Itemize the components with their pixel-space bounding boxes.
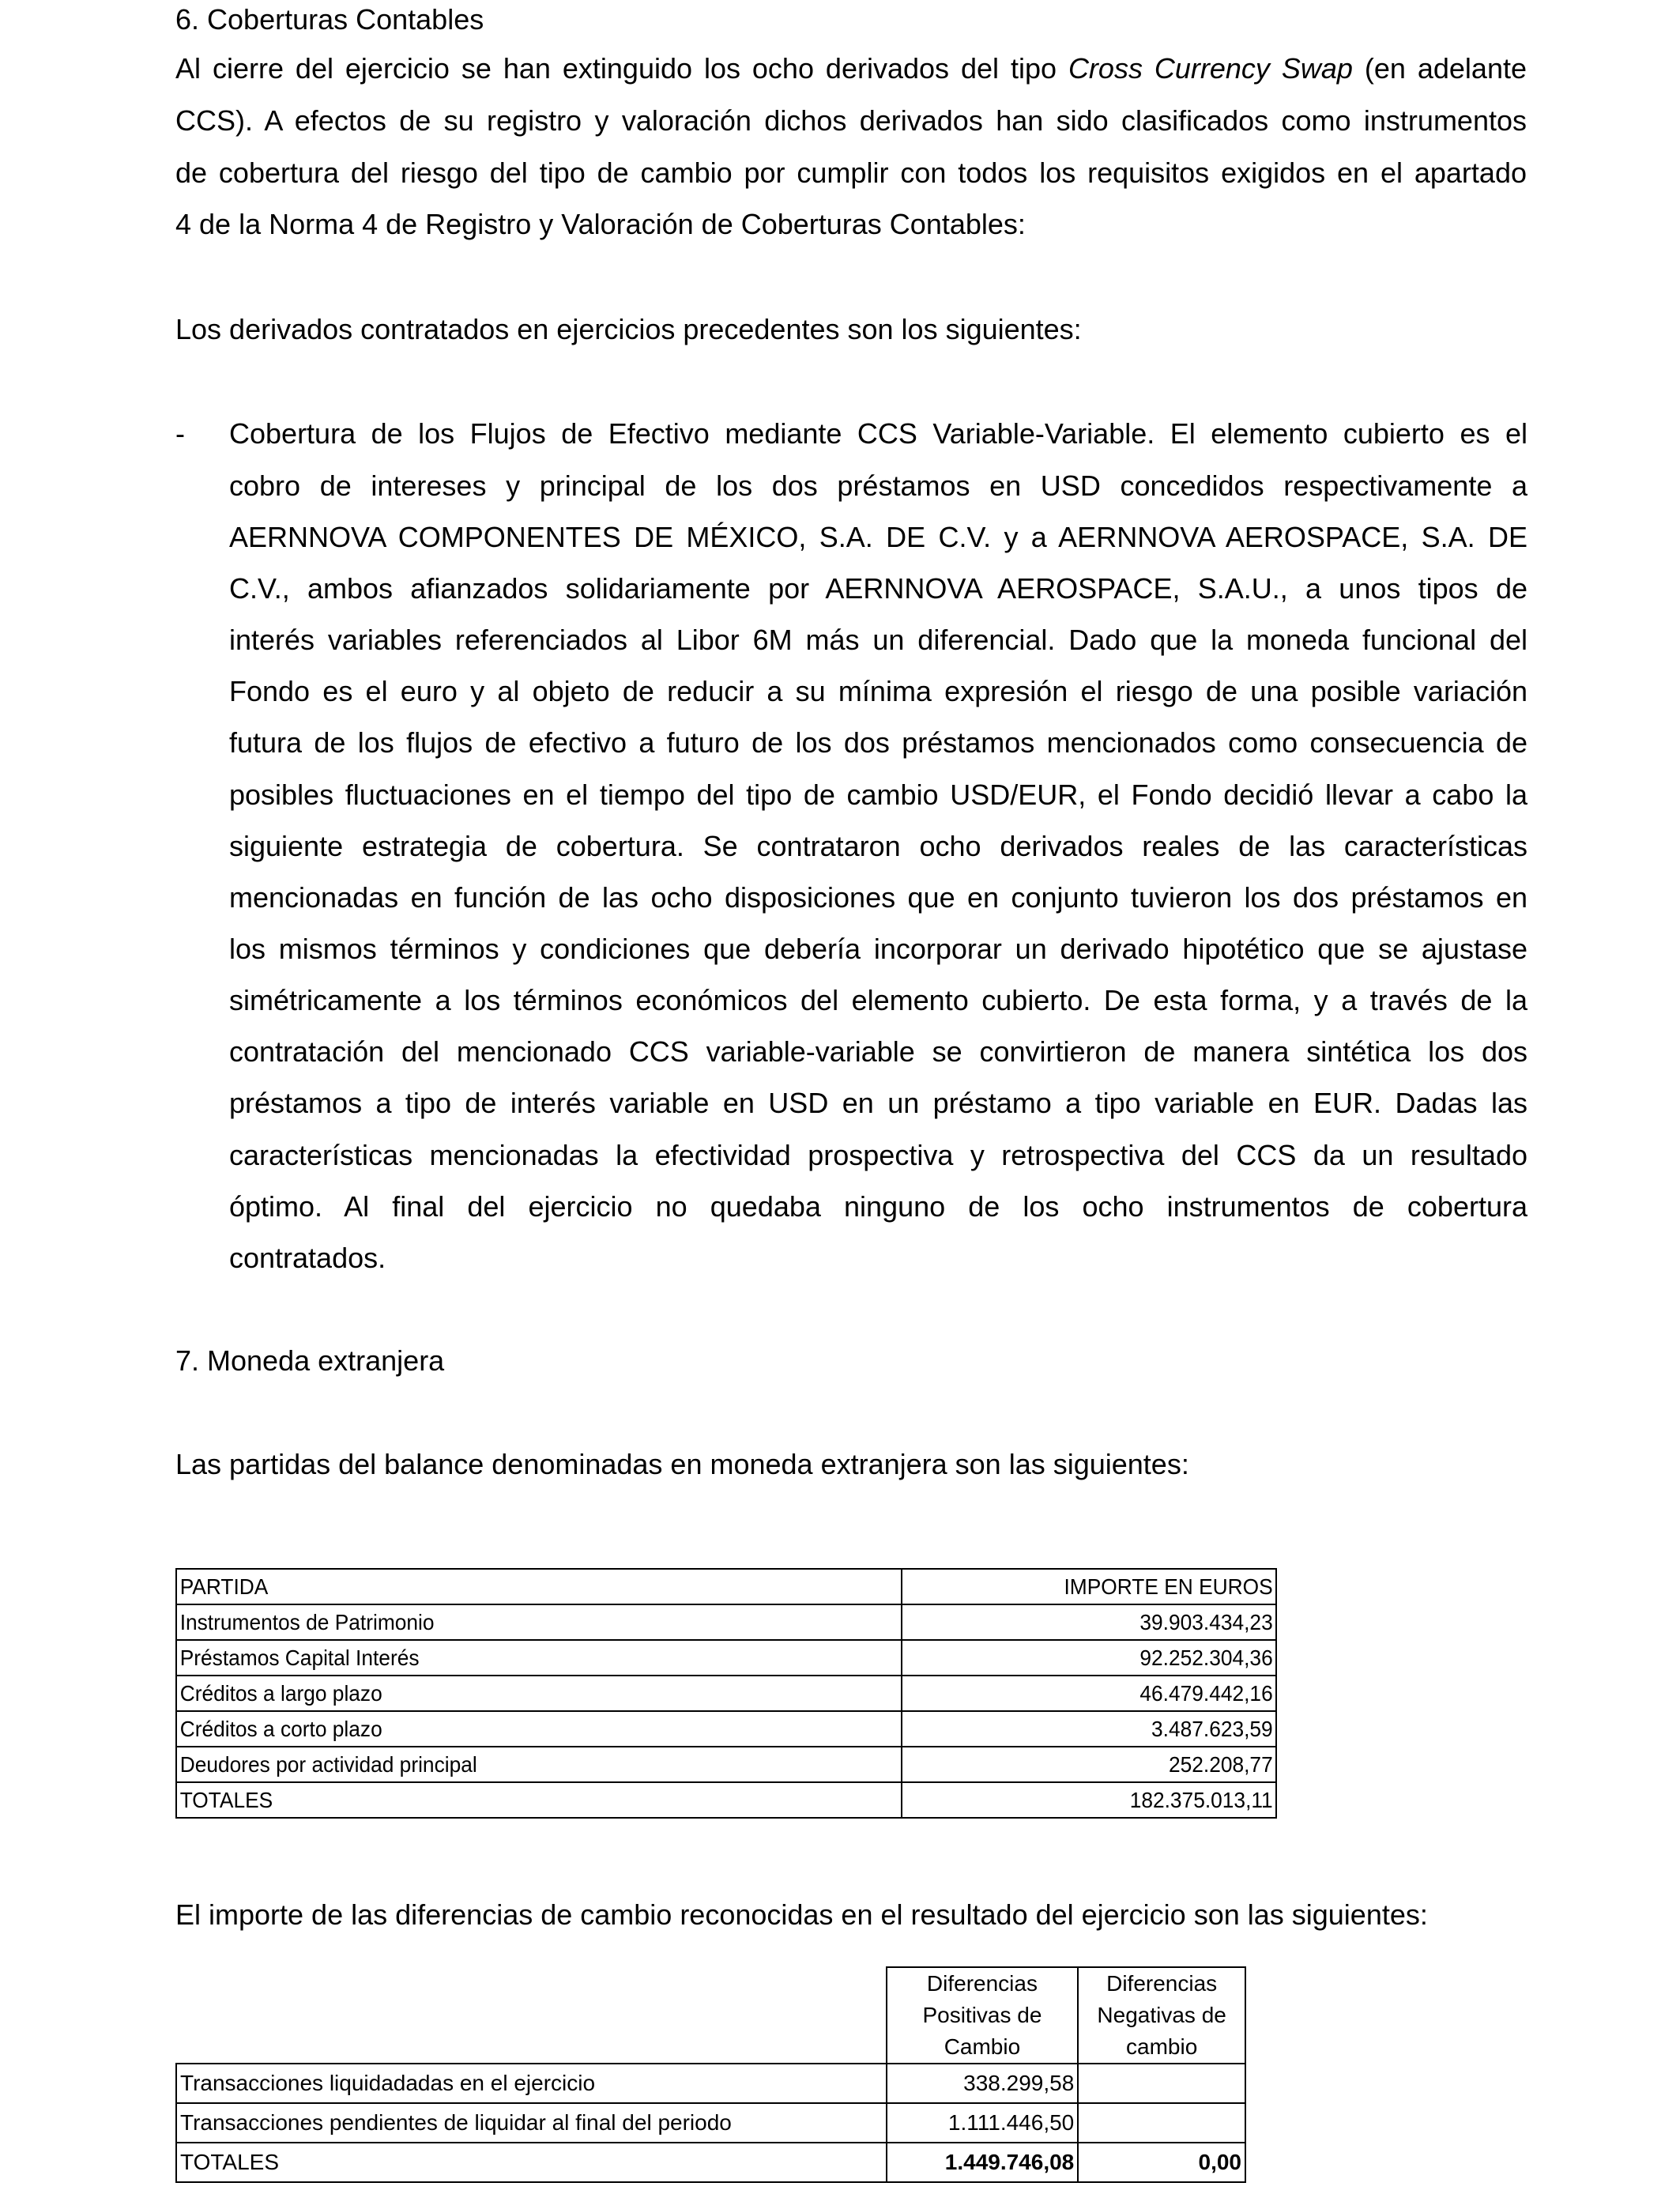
header-line: Diferencias: [926, 1971, 1038, 1996]
table-cell-amount: 252.208,77: [924, 1747, 1276, 1782]
table-cell-amount: 182.375.013,11: [924, 1782, 1276, 1818]
table-cell-amount: 39.903.434,23: [924, 1604, 1276, 1640]
section-6-derivatives-intro: Los derivados contratados en ejercicios precedentes son los siguientes:: [175, 313, 1082, 345]
section-6-title: 6. Coberturas Contables: [175, 3, 484, 36]
bullet-line: C.V., ambos afianzados solidariamente por AERNNOVA AEROSPACE, S.A.U., a unos tipos de: [229, 572, 1527, 605]
section-7-title: 7. Moneda extranjera: [175, 1344, 445, 1377]
bullet-line: simétricamente a los términos económicos del elemento cubierto. De esta forma, y a través de la: [229, 984, 1527, 1016]
table-header-cell: PARTIDA: [176, 1569, 858, 1604]
table-totals-row: [176, 2143, 1245, 2182]
bullet-line: características mencionadas la efectividad prospectiva y retrospectiva del CCS da un resultado: [229, 1139, 1527, 1171]
table-cell-negative: [1078, 2103, 1245, 2143]
negative-differences-header: [1078, 1967, 1245, 2064]
table-row: [176, 1676, 1276, 1711]
header-line: Cambio: [944, 2034, 1021, 2059]
table-cell-label: Créditos a corto plazo: [176, 1711, 858, 1747]
section-6-paragraph-line: de cobertura del riesgo del tipo de cambio por cumplir con todos los requisitos exigidos en el apartado: [175, 156, 1527, 189]
table-cell-label: Créditos a largo plazo: [176, 1676, 858, 1711]
table-row: [176, 1604, 1276, 1640]
bullet-line: óptimo. Al final del ejercicio no quedaba ninguno de los ocho instrumentos de cobertura: [229, 1190, 1527, 1223]
table-row: [176, 1711, 1276, 1747]
bullet-line: cobro de intereses y principal de los dos préstamos en USD concedidos respectivamente a: [229, 469, 1527, 502]
bullet-line: contratados.: [229, 1242, 386, 1274]
bullet-line: los mismos términos y condiciones que debería incorporar un derivado hipotético que se ajustase: [229, 933, 1527, 965]
table-row: [176, 2064, 1245, 2103]
table-cell-positive: 338.299,58: [887, 2064, 1079, 2103]
header-line: cambio: [1126, 2034, 1198, 2059]
bullet-line: mencionadas en función de las ocho disposiciones que en conjunto tuvieron los dos préstamos en: [229, 881, 1527, 914]
table-cell-label: Préstamos Capital Interés: [176, 1640, 858, 1676]
bullet-line: interés variables referenciados al Libor 6M más un diferencial. Dado que la moneda funcional del: [229, 624, 1527, 656]
bullet-line: AERNNOVA COMPONENTES DE MÉXICO, S.A. DE C.V. y a AERNNOVA AEROSPACE, S.A. DE: [229, 521, 1527, 553]
exchange-differences-table: [175, 1966, 1246, 2183]
foreign-currency-table: [175, 1568, 1277, 1819]
table-cell-label: Instrumentos de Patrimonio: [176, 1604, 858, 1640]
table-cell-label: Deudores por actividad principal: [176, 1747, 858, 1782]
section-6-paragraph-line: Al cierre del ejercicio se han extinguido los ocho derivados del tipo Cross Currency Swap (en adelante: [175, 52, 1527, 85]
table-cell-label: TOTALES: [176, 1782, 858, 1818]
bullet-line: Fondo es el euro y al objeto de reducir a su mínima expresión el riesgo de una posible variación: [229, 675, 1527, 707]
table-cell-negative-total: 0,00: [1078, 2143, 1245, 2182]
table-row: [176, 2103, 1245, 2143]
table-cell-negative: [1078, 2064, 1245, 2103]
table-cell-label: TOTALES: [176, 2143, 887, 2182]
header-line: Positivas de: [922, 2003, 1042, 2027]
section-7-intro: Las partidas del balance denominadas en moneda extranjera son las siguientes:: [175, 1448, 1189, 1480]
empty-header-cell: [176, 1967, 887, 2064]
section-6-paragraph-line: CCS). A efectos de su registro y valoración dichos derivados han sido clasificados como instrumentos: [175, 104, 1527, 137]
table-row: [176, 1640, 1276, 1676]
bullet-line: futura de los flujos de efectivo a futuro de los dos préstamos mencionados como consecuencia de: [229, 726, 1527, 759]
bullet-line: posibles fluctuaciones en el tiempo del tipo de cambio USD/EUR, el Fondo decidió llevar a cabo la: [229, 778, 1527, 811]
positive-differences-header: [887, 1967, 1079, 2064]
bullet-line: contratación del mencionado CCS variable-variable se convirtieron de manera sintética los dos: [229, 1035, 1527, 1068]
table-cell-amount: 46.479.442,16: [924, 1676, 1276, 1711]
bullet-line: siguiente estrategia de cobertura. Se contrataron ocho derivados reales de las características: [229, 830, 1527, 862]
table-totals-row: [176, 1782, 1276, 1818]
table-header-row: [176, 1967, 1245, 2064]
section-6-paragraph-line: 4 de la Norma 4 de Registro y Valoración de Coberturas Contables:: [175, 208, 1026, 240]
header-line: Negativas de: [1097, 2003, 1226, 2027]
table-cell-amount: 92.252.304,36: [924, 1640, 1276, 1676]
exchange-differences-intro: El importe de las diferencias de cambio reconocidas en el resultado del ejercicio son las siguientes:: [175, 1898, 1428, 1931]
table-cell-label: Transacciones liquidadadas en el ejercicio: [176, 2064, 887, 2103]
bullet-line: Cobertura de los Flujos de Efectivo mediante CCS Variable-Variable. El elemento cubierto es el: [229, 417, 1527, 450]
table-cell-amount: 3.487.623,59: [924, 1711, 1276, 1747]
table-header-cell: IMPORTE EN EUROS: [924, 1569, 1276, 1604]
table-row: [176, 1747, 1276, 1782]
bullet-dash: -: [175, 417, 185, 450]
table-header-row: [176, 1569, 1276, 1604]
table-cell-label: Transacciones pendientes de liquidar al final del periodo: [176, 2103, 887, 2143]
table-cell-positive: 1.111.446,50: [887, 2103, 1079, 2143]
table-cell-positive-total: 1.449.746,08: [887, 2143, 1079, 2182]
bullet-line: préstamos a tipo de interés variable en USD en un préstamo a tipo variable en EUR. Dadas las: [229, 1087, 1527, 1119]
header-line: Diferencias: [1106, 1971, 1218, 1996]
